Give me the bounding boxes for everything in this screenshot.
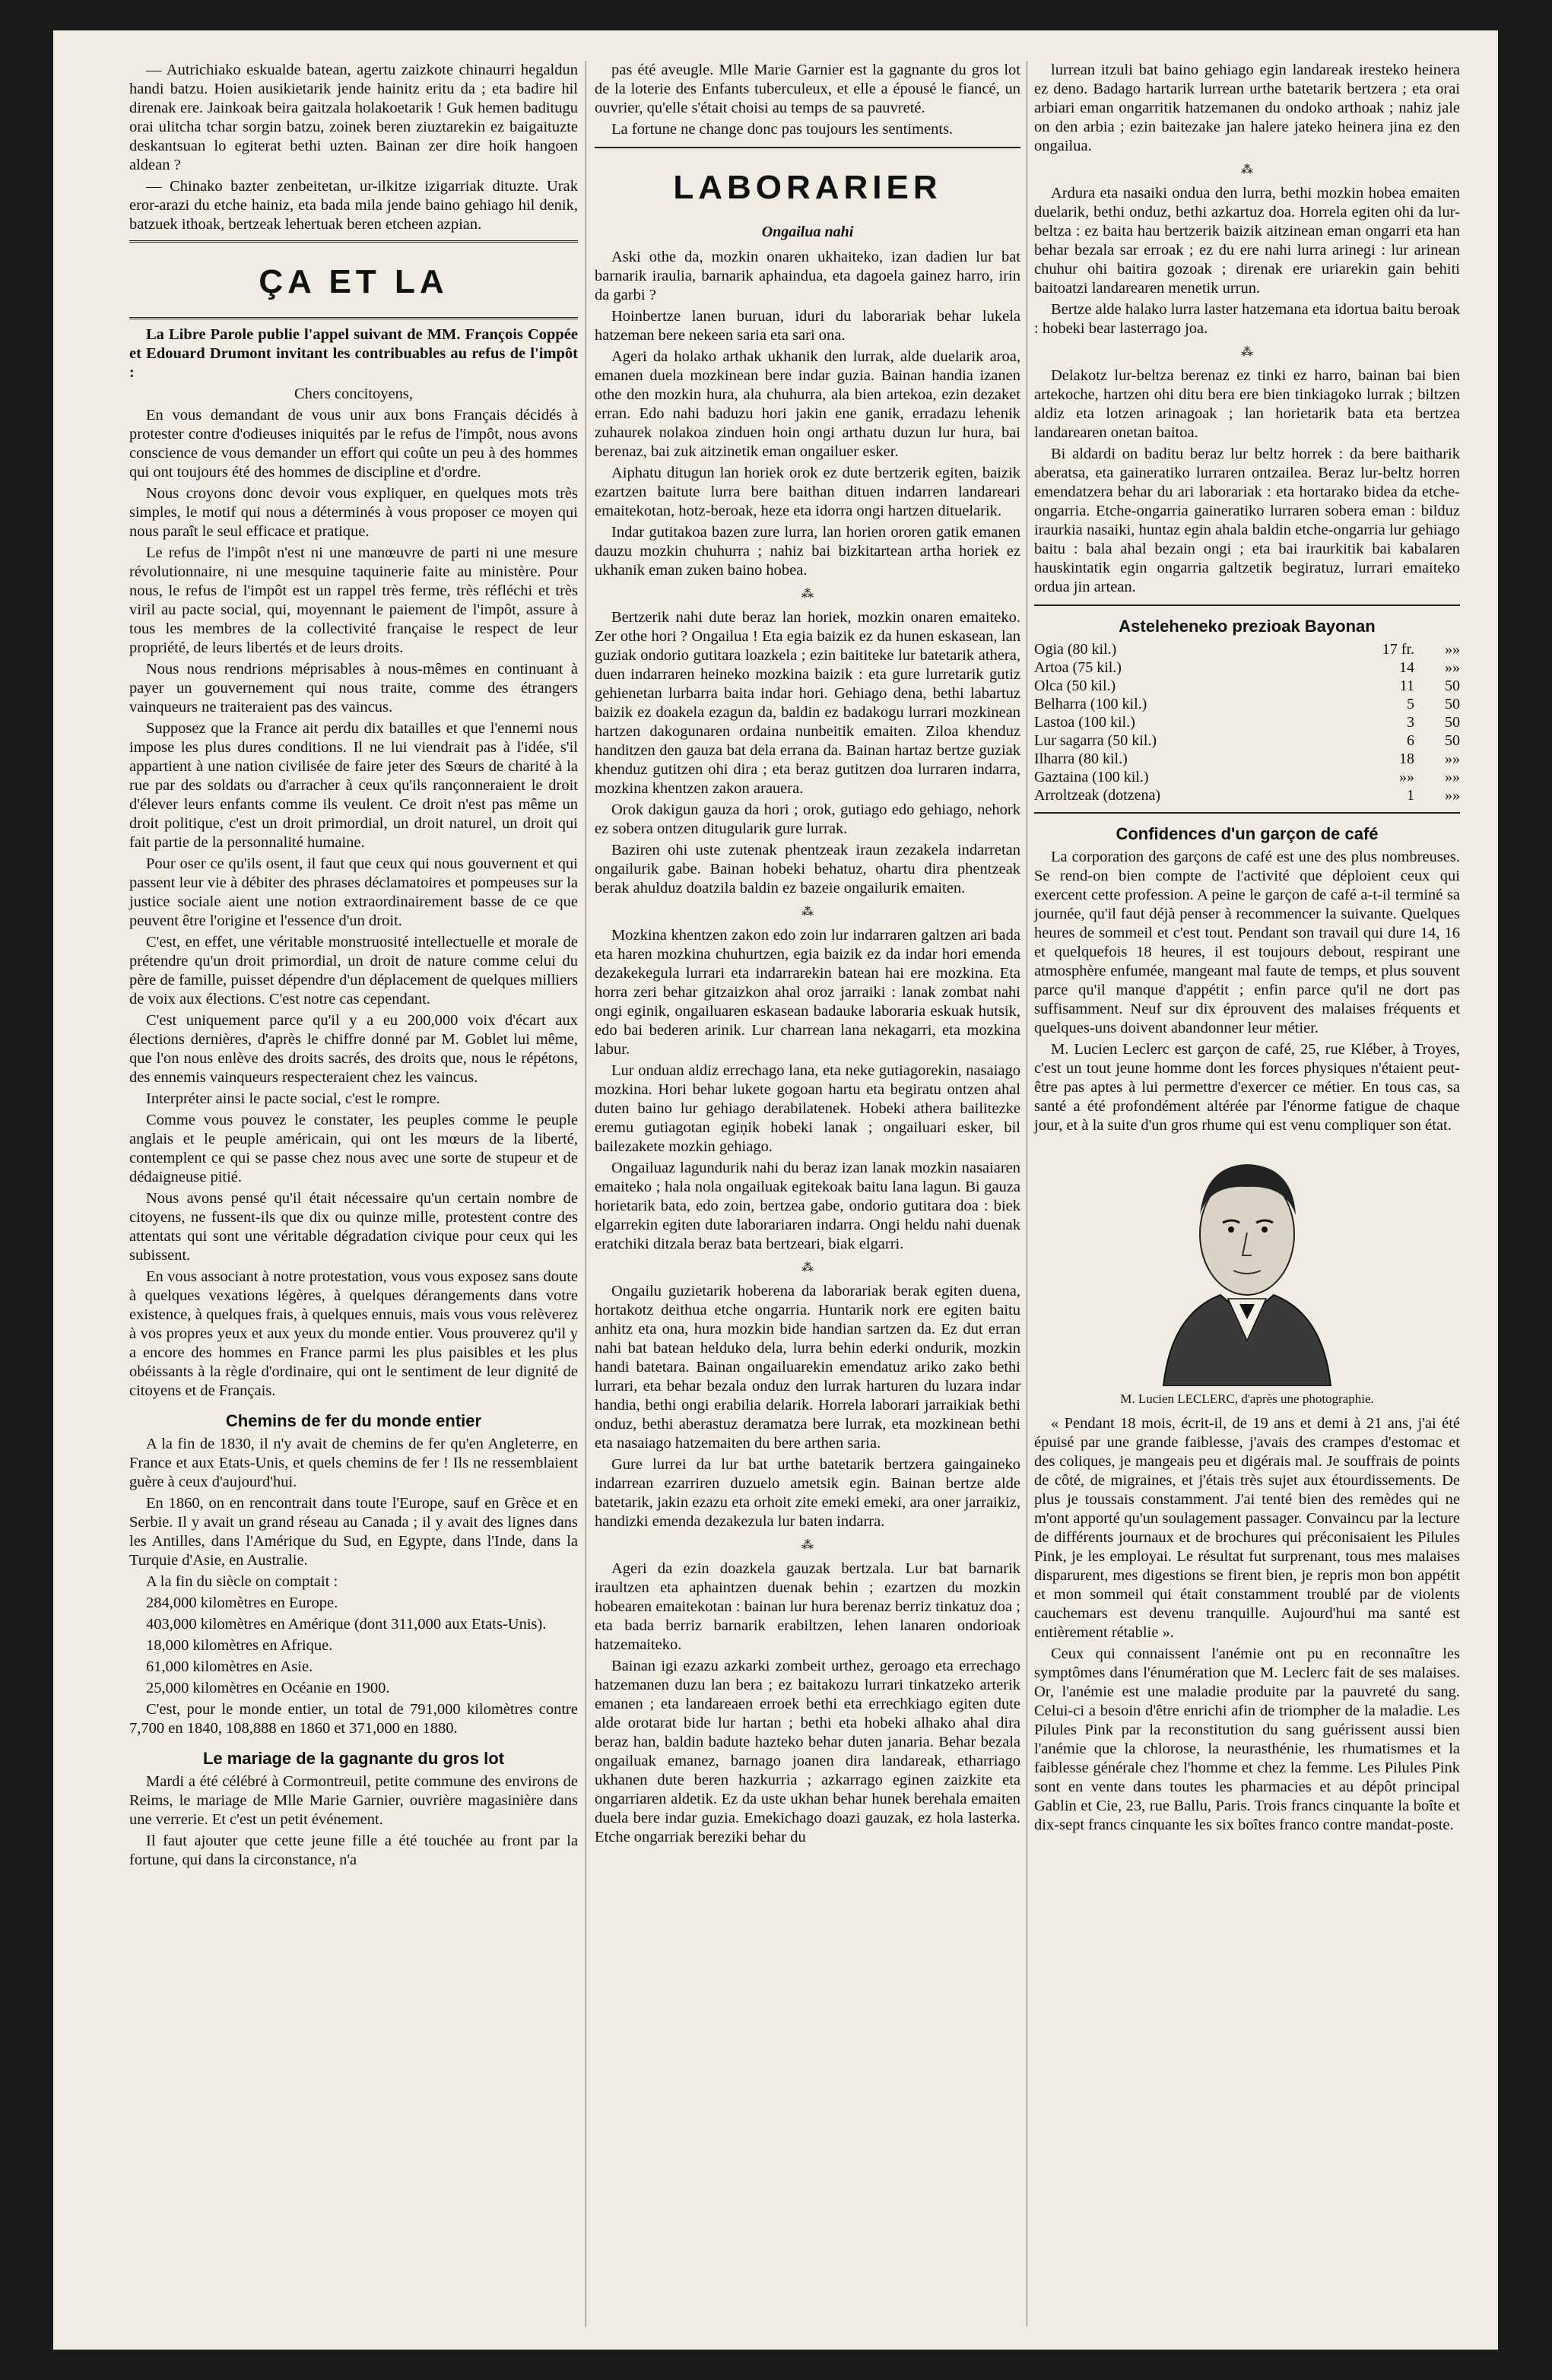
news-paragraph: Nous avons pensé qu'il était nécessaire qu'un certain nombre de citoyens, ne fussent-ils que dix ou quinze mille, protestent contre des attentats qui sont une véritable dégradation civique pour ceux qui les subissent. <box>129 1190 578 1264</box>
news-paragraph: lurrean itzuli bat baino gehiago egin landareak iresteko heinera ez deno. Badago hartarik lurrean urthe batetarik bertzera ; eta orai arbiari eman ongarritik hatzemanen du ondoko arthoak ; nahiz jale on den arbia ; ezin baitezake jan halere jateko heinera jina ez den ongailua. <box>1034 62 1460 154</box>
section-divider <box>1034 812 1460 814</box>
ca-body <box>129 406 578 1401</box>
news-paragraph: « Pendant 18 mois, écrit-il, de 19 ans et demi à 21 ans, j'ai été épuisé par une grande faiblesse, j'avais des crampes d'estomac et des coliques, je mangeais peu et digérais mal. Je souffrais de points de côté, de migraines, et j'étais très sujet aux étourdissements. De plus je toussais constamment. J'ai tenté bien des remèdes qui ne m'ont apporté qu'un soulagement passager. Convaincu par la lecture de différents journaux et de brochures qui préconisaient les Pilules Pink, je les employai. Le résultat fut surprenant, tous mes malaises disparurent, mes digestions se firent bien, je repris mon bon appétit et mon sommeil qui était constamment troublé par de violents cauchemars est devenu tranquille. Aujourd'hui ma santé est entièrement rétablie ». <box>1034 1415 1460 1641</box>
price-value: 18 <box>1399 750 1414 767</box>
news-paragraph: Lur onduan aldiz errechago lana, eta neke gutiagorekin, nasaiago mozkina. Hori behar lukete gogoan hartu eta begiratu ontzen ahal duten baino lur gehiago derabilatenek. Hobeki athera bailitezke eremu gutiagotan egiņik hobeki lanak ; ongailuari esker, bil bailezakete mozkin gehiago. <box>595 1062 1020 1155</box>
price-cents: 50 <box>1445 732 1460 749</box>
price-item: Artoa (75 kil.) <box>1034 659 1122 676</box>
price-cents: »» <box>1445 769 1460 785</box>
news-paragraph: Aiphatu ditugun lan horiek orok ez dute bertzerik egiten, baizik ezartzen baitute lurra bere baithan dituen indarren landareari emaitekotan, hotz-beroak, heze eta idorra ongi hartzen dituelarik. <box>595 465 1020 519</box>
price-row <box>1034 750 1460 768</box>
price-row <box>1034 731 1460 750</box>
news-paragraph: En vous associant à notre protestation, vous vous exposez sans doute à quelques vexations légères, à quelques dérangements dans votre existence, à quelques frais, à quelques ennuis, mais vous vous relèverez à vos propres yeux et aux yeux du monde entier. Vous prouverez qu'il y a encore des hommes en France parmi les plus paisibles et les plus obéissants à la règle d'ordinaire, qui ont le sentiment de leur dignité de citoyens et de Français. <box>129 1268 578 1399</box>
asterism-icon: ⁂ <box>1241 163 1253 176</box>
price-row <box>1034 768 1460 786</box>
price-row <box>1034 786 1460 804</box>
news-paragraph: Interpréter ainsi le pacte social, c'est le rompre. <box>146 1090 440 1107</box>
price-item: Belharra (100 kil.) <box>1034 696 1147 712</box>
section-divider <box>129 317 578 319</box>
news-paragraph: Ageri da holako arthak ukhanik den lurrak, alde duelarik aroa, emanen duela mozkinean bere indar guzia. Bainan handia izanen othe den mozkin hura, ala chuhurra, ala bien artekoa, ezin dezaket erran. Edo nahi baduzu hori jakin ene ganik, erradazu lehenik zuhaurek nolakoa zinduen hoin ongi arthatu duzun lur hura, bai berenaz, bai zuk aitzinetik eman ongailuer esker. <box>595 348 1020 460</box>
price-cents: »» <box>1445 787 1460 804</box>
price-cents: 50 <box>1445 714 1460 731</box>
laborarier-subtitle: Ongailua nahi <box>761 224 854 240</box>
chemins-body <box>129 1435 578 1738</box>
news-paragraph: Ardura eta nasaiki ondua den lurra, bethi mozkin hobea emaiten duelarik, bethi onduz, bethi azkartuz doa. Horrela egiten ohi da lur-beltza : ez baita hau bertzerik baizik aitzinean eman ongarri eta han behar bezala sar erroak ; ez du ere nahi lurra arinegi : lur arinean chuhur ohi baitira gozoak ; direnak ere uriarekin gain behiti baitoatzi landarearen menetik urrun. <box>1034 185 1460 297</box>
section-divider <box>1034 605 1460 606</box>
portrait-caption: M. Lucien LECLERC, d'après une photographie. <box>1120 1392 1374 1406</box>
price-row <box>1034 640 1460 658</box>
price-item: Olca (50 kil.) <box>1034 678 1116 694</box>
news-paragraph: 403,000 kilomètres en Amérique (dont 311,000 aux Etats-Unis). <box>146 1616 547 1633</box>
news-paragraph: Comme vous pouvez le constater, les peuples comme le peuple anglais et le peuple américain, qui ont les mœurs de la liberté, contemplent ce qui se passe chez nous avec une sorte de stupeur et de dédaigneuse pitié. <box>129 1112 578 1185</box>
price-item: Ogia (80 kil.) <box>1034 641 1117 658</box>
price-value: »» <box>1399 769 1414 785</box>
prices-table <box>1034 640 1460 804</box>
news-paragraph: Ongailuaz lagundurik nahi du beraz izan lanak mozkin nasaiaren emaiteko ; hala nola ongailuak egitekoak baitu lana lagun. Bi gauza horietarik bata, edo zoin, bertzea gabe, ondorio gutitara doa : biek elgarrekin egiten dute laborariaren indarra. Ongi heldu nahi duenak eratchiki ditzala beraz bata bertzeari, biak elgarri. <box>595 1160 1020 1252</box>
news-paragraph: Ceux qui connaissent l'anémie ont pu en reconnaître les symptômes dans l'énumération que M. Leclerc fait de ses malaises. Or, l'anémie est une maladie produite par la pauvreté du sang. Celui-ci a besoin d'être enrichi afin de triompher de la maladie. Les Pilules Pink par la reconstitution du sang guérissent aussi bien l'anémie que la chlorose, la neurasthénie, les rhumatismes et la faiblesse générale chez l'homme et chez la femme. Les Pilules Pink sont en vente dans toutes les pharmacies et au dépôt principal Gablin et Cie, 23, rue Ballu, Paris. Trois francs cinquante la boîte et dix-sept francs cinquante les six boîtes franco contre mandat-poste. <box>1034 1645 1460 1833</box>
news-paragraph: Le refus de l'impôt n'est ni une manœuvre de parti ni une mesure révolutionnaire, ni une mesquine taquinerie faite au ministère. Pour nous, le refus de l'impôt est un rappel très ferme, très réfléchi et très viril au pacte social, qui, moyennant le paiement de l'impôt, assure à tous les membres de la collectivité française le respect de leur propriété, de leurs libertés et de leurs droits. <box>129 544 578 656</box>
news-paragraph: Bertze alde halako lurra laster hatzemana eta idortua baitu beroak : hobeki bear lasterrago joa. <box>1034 301 1460 337</box>
intro-block <box>129 61 578 234</box>
news-paragraph: A la fin du siècle on comptait : <box>146 1573 338 1590</box>
ca-lead: La Libre Parole publie l'appel suivant de MM. François Coppée et Edouard Drumont invitant les contribuables au refus de l'impôt : <box>129 326 578 381</box>
news-paragraph: La corporation des garçons de café est une des plus nombreuses. Se rend-on bien compte de l'activité que déploient ceux qui exercent cette profession. A peine le garçon de café a-t-il terminé sa journée, qu'il faut déjà penser à recommencer la suivante. Quelques heures de sommeil et c'est tout. Pendant son travail qui dure 14, 16 et quelquefois 18 heures, il est toujours debout, respirant une atmosphère enfumée, mangeant mal faute de temps, et plus souvent parce qu'il manque d'appétit ; enfin parce qu'il ne dort pas suffisamment. Neuf sur dix éprouvent des malaises fréquents et quelques-uns doivent abandonner leur métier. <box>1034 849 1460 1036</box>
news-paragraph: M. Lucien Leclerc est garçon de café, 25, rue Kléber, à Troyes, c'est un tout jeune homme dont les forces physiques n'étaient peut-être pas aptes à lui permettre d'exercer ce métier. En tous cas, sa santé a été profondément altérée par l'énorme fatigue de chaque jour, et à la suite d'un gros rhume qui est venu compliquer son état. <box>1034 1041 1460 1134</box>
news-paragraph: En vous demandant de vous unir aux bons Français décidés à protester contre d'odieuses iniquités par le refus de l'impôt, nous avons conscience de vous demander un effort qui coûte un peu à des hommes qui ont toujours été des hommes de discipline et d'ordre. <box>129 407 578 481</box>
news-paragraph: Delakotz lur-beltza berenaz ez tinki ez harro, bainan bai bien artekoche, hartzen ohi ditu bera ere bien tinkiagoko lurrak ; biltzen aldiz eta lotzen arinagoak ; lan horietarik bata eta bertzea landarearen onetan baitoa. <box>1034 367 1460 441</box>
news-paragraph: Indar gutitakoa bazen zure lurra, lan horien ororen gatik emanen dauzu mozkin chuhurra ; nahiz bai bizkitartean artha horiek ez ukhanik eman zuken baino hobea. <box>595 524 1020 579</box>
confidences-title: Confidences d'un garçon de café <box>1116 824 1379 843</box>
news-paragraph: En 1860, on en rencontrait dans toute l'Europe, sauf en Grèce et en Serbie. Il y avait un grand réseau au Canada ; il y avait des lignes dans les Antilles, dans l'Amérique du Sud, en Egypte, dans l'Inde, dans la Turquie d'Asie, en Australie. <box>129 1495 578 1569</box>
chemins-title: Chemins de fer du monde entier <box>225 1411 482 1430</box>
price-cents: 50 <box>1445 696 1460 712</box>
price-row <box>1034 695 1460 713</box>
section-divider <box>595 147 1020 148</box>
price-row <box>1034 658 1460 677</box>
section-title-laborarier: LABORARIER <box>673 169 942 206</box>
price-row <box>1034 713 1460 731</box>
column-3 <box>1034 61 1460 1837</box>
price-value: 6 <box>1407 732 1414 749</box>
news-paragraph: Bainan igi ezazu azkarki zombeit urthez, geroago eta errechago hatzemanen duzu lan bera ; ez baitakozu lurrari tinkatzeko arterik emanen ; eta landareaen erroek bethi eta errechkiago egiten dute alde orotarat bide lur hartan ; bethi eta hobeki alhako ahal dira beraz han, baldin badute hazteko behar duten janaria. Behar bezala ongailuak emanez, barnago joanen dira landareak, etharriago ukhanen dute beren hazkurria ; azkarrago eginen zaizkite eta ongarriaren aldetik. Ez da uste ukhan behar hunek berehala emaiten duela bere indar guzia. Emekichago doazi gauzak, ez hola lasterka. Etche ongarriak bereziki behar du <box>595 1658 1020 1845</box>
news-paragraph: Ongailu guzietarik hoberena da laborariak berak egiten duena, hortakotz deithua etche ongarria. Huntarik nork ere egiten baitu anhitz eta ona, hura mozkin bide handian sartzen da. Ez dut erran nahi bat batean helduko dela, lurra behin ederki ondurik, mozkin handi batetara. Bainan ongailuarekin emendatuz ariko zako bethi lurrari, eta behar bezala onduz den lurrak harturen du luzara indar handia, bethi ongi erabilia delarik. Horrela laborari jarraikiak bethi onduz, bethi aberastuz deramatza bere lurrak, eta mozkinean bethi eta nasaiago hatzemaiten du bere arthen saria. <box>595 1283 1020 1452</box>
news-paragraph: Nous croyons donc devoir vous expliquer, en quelques mots très simples, le motif qui nous a déterminés à vous proposer ce moyen qui nous paraît le seul efficace et pratique. <box>129 485 578 540</box>
news-paragraph: — Autrichiako eskualde batean, agertu zaizkote chinaurri hegaldun handi batzu. Hoien ausikietarik jende hainitz eritu da ; eta badire hil direnak ere. Jainkoak beira gaitzala holakoetarik ! Guk hemen baditugu orai ulitcha tchar sorgin batzu, zoinek beren ziuztarekin ez baigaituzte deskantsuan lo egiterat bethi uzten. Bainan zer dire hoik hangoen aldean ? <box>129 62 578 173</box>
price-cents: »» <box>1445 641 1460 658</box>
news-paragraph: Bertzerik nahi dute beraz lan horiek, mozkin onaren emaiteko. Zer othe hori ? Ongailua ! Eta egia baizik ez da hunen eskasean, lan guziak ondorio gutitara loazkela ; ezin baititeke lur batetarik athera, duen indarraren heineko mozkina baizik : eta gure lurretarik gutiz gehienetan lurbarra baita indar hori. Gehiago dena, bethi labartuz baizik ez doakela ezagun da, baldin ez badakogu lurrari mozkinean hartzen dakogunaren ordaina nunbeitik emaiten. Ziloa khenduz handitzen den gauza bat dela errana da. Bainan hartaz bertze guziak khenduz gutitzen ohi dira ; eta beraz gutitzen doa lurraren indarra, mozkina khentzen zakon arauera. <box>595 609 1020 797</box>
news-paragraph: Mardi a été célébré à Cormontreuil, petite commune des environs de Reims, le mariage de Mlle Marie Garnier, ouvrière magasinière dans une verrerie. Et c'est un petit événement. <box>129 1773 578 1828</box>
price-value: 1 <box>1407 787 1414 804</box>
asterism-icon: ⁂ <box>1241 346 1253 359</box>
price-value: 14 <box>1399 659 1414 676</box>
price-row <box>1034 677 1460 695</box>
portrait-engraving <box>1133 1143 1361 1386</box>
news-paragraph: Bi aldardi on baditu beraz lur beltz horrek : da bere baitharik aberatsa, eta gaineratiko lurraren ontzailea. Beraz lur-beltz horren emendatzera behar du ari laborariak : eta hortarako bidea da etche-ongarria. Etche-ongarria gaineratiko lurraren sobera eman : bilduz iraurkia nasaiki, huntaz egin ahala baldin etche-ongarria lur gehiago baitu : bala ahal bezain ongi ; eta bai iraurkitik bai kabalaren hauskintatik egin ongarria galtzetik begiratuz, lurrari emaiteko ordua jin artean. <box>1034 446 1460 595</box>
news-paragraph: La fortune ne change donc pas toujours les sentiments. <box>611 121 954 138</box>
news-paragraph: Orok dakigun gauza da hori ; orok, gutiago edo gehiago, nehork ez sobera ontzen ditugularik gure lurrak. <box>595 801 1020 837</box>
price-cents: »» <box>1445 750 1460 767</box>
asterism-icon: ⁂ <box>801 906 814 919</box>
mariage-body <box>129 1772 578 1870</box>
price-value: 5 <box>1407 696 1414 712</box>
column-2 <box>595 61 1020 1849</box>
price-value: 17 fr. <box>1382 641 1414 658</box>
news-paragraph: Pour oser ce qu'ils osent, il faut que ceux qui nous gouvernent et qui passent leur vie à débiter des phrases déclamatoires et pompeuses sur la justice sociale aient une notion extraordinairement basse de ce que peuvent être l'origine et l'essence d'un droit. <box>129 855 578 929</box>
price-value: 3 <box>1407 714 1414 731</box>
news-paragraph: Hoinbertze lanen buruan, iduri du laborariak behar lukela hatzeman bere nekeen saria eta sari ona. <box>595 308 1020 344</box>
asterism-icon: ⁂ <box>801 588 814 601</box>
news-paragraph: Nous nous rendrions méprisables à nous-mêmes en continuant à payer un gouvernement qui nous traite, comme des étrangers vainqueurs ne traiteraient pas des vaincus. <box>129 661 578 716</box>
news-paragraph: C'est, en effet, une véritable monstruosité intellectuelle et morale de prétendre qu'un droit primordial, un droit de nature comme celui du père de famille, puisset dépendre d'un déplacement de quelques milliers de voix aux élections. C'est notre cas cependant. <box>129 934 578 1008</box>
news-paragraph: 61,000 kilomètres en Asie. <box>146 1658 313 1675</box>
newspaper-page <box>53 30 1498 2350</box>
news-paragraph: Supposez que la France ait perdu dix batailles et que l'ennemi nous impose les plus dures conditions. Il ne lui viendrait pas à l'idée, s'il appartient à une nation civilisée de faire jeter des Sœurs de charité à la rue par des soldats ou d'arracher à ceux qu'ils rançonneraient le droit d'élever leurs enfants comme ils veulent. Ce droit n'est pas même un droit politique, c'est un droit primordial, un droit naturel, un droit qui fait partie de la personnalité humaine. <box>129 720 578 851</box>
news-paragraph: — Chinako bazter zenbeitetan, ur-ilkitze izigarriak dituzte. Urak eror-arazi du etche hainiz, eta bada mila jende baino gehiago hil denik, batzuek ithoak, bertzeak lehertuak beren etcheen azpian. <box>129 178 578 233</box>
section-divider <box>129 240 578 243</box>
asterism-icon: ⁂ <box>801 1261 814 1274</box>
price-cents: »» <box>1445 659 1460 676</box>
mariage-title: Le mariage de la gagnante du gros lot <box>202 1749 505 1768</box>
price-item: Lur sagarra (50 kil.) <box>1034 732 1157 749</box>
news-paragraph: Baziren ohi uste zutenak phentzeak iraun zezakela indarretan ongailurik gabe. Bainan hobeki behatuz, ohartu dira phentzeak berak ahulduz doatzila baldin ez bazeie ongailurik emaiten. <box>595 842 1020 896</box>
news-paragraph: 284,000 kilomètres en Europe. <box>146 1595 338 1611</box>
price-item: Lastoa (100 kil.) <box>1034 714 1135 731</box>
news-paragraph: Mozkina khentzen zakon edo zoin lur indarraren galtzen ari bada eta haren mozkina chuhurtzen, egia baizik ez da indar hori emenda dezakekegula lurrari eta indarrarekin batean hai ere mozkina. Eta horra zeri behar gitzaizkon ahal oroz jarraiki : lanak zombat nahi ongi eginik, ongailuaren eskasean badauke laboraria eskuak hutsik, edo bai bederen arinik. Lur charrean lana nekagarri, eta mozkina labur. <box>595 927 1020 1058</box>
news-paragraph: pas été aveugle. Mlle Marie Garnier est la gagnante du gros lot de la loterie des Enfants tuberculeux, et elle a épousé le fiancé, un ouvrier, qu'elle s'était choisi au temps de sa pauvreté. <box>595 62 1020 116</box>
news-paragraph: C'est uniquement parce qu'il y a eu 200,000 voix d'écart aux élections dernières, d'après le chiffre donné par M. Goblet lui même, que l'on nous enlève des droits sacrés, des droits que, nous le répétons, des ennemis vainqueurs respecteraient chez les vaincus. <box>129 1012 578 1086</box>
news-paragraph: Il faut ajouter que cette jeune fille a été touchée au front par la fortune, qui dans la circonstance, n'a <box>129 1833 578 1868</box>
news-paragraph: Aski othe da, mozkin onaren ukhaiteko, izan dadien lur bat barnarik iraulia, barnarik aphaindua, eta dagoela gainez harro, irin da garbi ? <box>595 249 1020 303</box>
price-item: Gaztaina (100 kil.) <box>1034 769 1149 785</box>
section-title-ca-et-la: ÇA ET LA <box>259 263 449 300</box>
price-item: Arroltzeak (dotzena) <box>1034 787 1161 804</box>
price-item: Ilharra (80 kil.) <box>1034 750 1128 767</box>
news-paragraph: 25,000 kilomètres en Océanie en 1900. <box>146 1680 390 1696</box>
news-paragraph: 18,000 kilomètres en Afrique. <box>146 1637 333 1654</box>
asterism-icon: ⁂ <box>801 1539 814 1552</box>
news-paragraph: Ageri da ezin doazkela gauzak bertzala. Lur bat barnarik iraultzen eta aphaintzen duenak behin ; ezartzen du mozkin hobearen emaitekotan : bainan lur hura berenaz berriz tinkatuz doa ; eta bada berriz barnarik erabiltzen, lehen lanaren ondorioak hatzemaiteko. <box>595 1560 1020 1653</box>
ca-salutation: Chers concitoyens, <box>294 386 413 402</box>
news-paragraph: A la fin de 1830, il n'y avait de chemins de fer qu'en Angleterre, en France et aux Etats-Unis, et quels chemins de fer ! Ils ne ressemblaient guère à ceux d'aujourd'hui. <box>129 1436 578 1490</box>
price-value: 11 <box>1399 678 1414 694</box>
news-paragraph: Gure lurrei da lur bat urthe batetarik bertzera gaingaineko indarrean ezarriren duzuelo ametsik egin. Bainan bertze alde batetarik, jakin ezazu eta orhoit zite emeki emeki, ara oner jarraikiz, handizki emenda dezakezula lur baten indarra. <box>595 1456 1020 1530</box>
column-1 <box>129 61 578 1872</box>
news-paragraph: C'est, pour le monde entier, un total de 791,000 kilomètres contre 7,700 en 1840, 108,888 en 1860 et 371,000 en 1880. <box>129 1701 578 1737</box>
price-cents: 50 <box>1445 678 1460 694</box>
prices-title: Asteleheneko prezioak Bayonan <box>1119 617 1376 636</box>
